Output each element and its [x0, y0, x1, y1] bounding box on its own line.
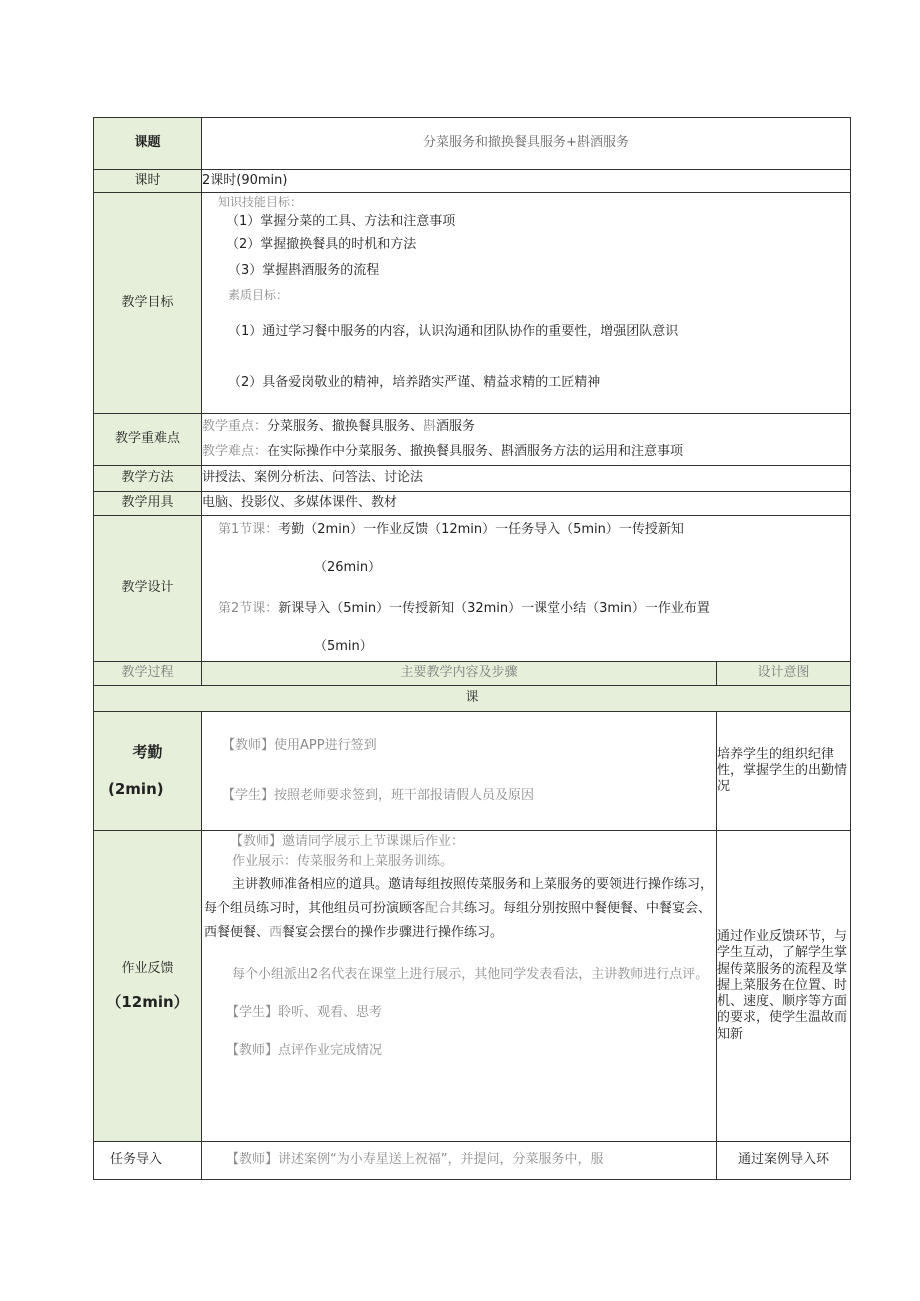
process-row-attendance: [94, 712, 851, 831]
process-row-task-intro: [94, 1142, 851, 1180]
knowledge-heading: 知识技能目标：: [218, 195, 303, 209]
tools-value: 电脑、投影仪、多媒体课件、教材: [202, 492, 851, 516]
process-col-content: 主要教学内容及步骤: [202, 662, 717, 686]
session1-line2: （26min）: [314, 560, 382, 576]
session2-line2: （5min）: [314, 638, 373, 654]
key-content: [202, 414, 851, 466]
task-intro-stage: 任务导入: [94, 1142, 202, 1180]
homework-student-tag: 【学生】: [226, 1004, 279, 1020]
task-intro-content: [202, 1142, 717, 1180]
homework-paragraph-1: 主讲教师准备相应的道具。邀请每组按照传菜服务和上菜服务的要领进行操作练习，每个组员练习时，其他组员可扮演顾客配合其练习。每组分别按照中餐便餐、中餐宴会、西餐便餐、西餐宴会摆台的操作步骤进行操作练习。: [204, 876, 714, 940]
method-value: 讲授法、案例分析法、问答法、讨论法: [202, 466, 851, 492]
row-section: [94, 686, 851, 712]
hours-value: 2课时(90min): [202, 170, 851, 193]
attendance-student-tag: 【学生】: [222, 788, 275, 803]
key-points-end: 酒服务: [436, 419, 476, 435]
key-label: 教学重难点: [94, 414, 202, 466]
task-intro-intent: 通过案例导入环: [717, 1142, 851, 1180]
knowledge-item-2: （2）掌握撤换餐具的时机和方法: [226, 237, 417, 253]
attendance-stage-name: 考勤: [132, 743, 163, 762]
homework-stage-name: 作业反馈: [121, 960, 174, 976]
session2-line1: 新课导入（5min）一传授新知（32min）一课堂小结（3min）一作业布置: [278, 600, 710, 616]
attendance-stage: [94, 712, 202, 831]
homework-content: [202, 831, 717, 1142]
difficult-prefix: 教学难点：: [202, 443, 268, 459]
lesson-title: 分菜服务和撤换餐具服务+斟酒服务: [202, 118, 851, 170]
knowledge-item-1: （1）掌握分菜的工具、方法和注意事项: [226, 214, 456, 229]
row-method: [94, 466, 851, 492]
design-content: [202, 516, 851, 662]
row-key-points: [94, 414, 851, 466]
key-points-prefix: 教学重点：: [202, 419, 268, 435]
homework-stage-time: （12min）: [106, 992, 189, 1011]
attendance-teacher-tag: 【教师】: [222, 737, 275, 753]
quality-item-2: （2）具备爱岗敬业的精神，培养踏实严谨、精益求精的工匠精神: [228, 375, 601, 390]
homework-teacher2-tag: 【教师】: [226, 1042, 279, 1058]
homework-paragraph-2: 每个小组派出2名代表在课堂上进行展示，其他同学发表看法，主讲教师进行点评。: [232, 966, 709, 982]
objectives-content: [202, 193, 851, 414]
attendance-stage-time: (2min): [108, 780, 164, 798]
knowledge-item-3: （3）掌握斟酒服务的流程: [228, 262, 380, 278]
homework-student-text: 聆听、观看、思考: [278, 1004, 383, 1020]
attendance-teacher-text: 使用APP进行签到: [274, 737, 377, 753]
homework-teacher-text: 邀请同学展示上节课课后作业：: [282, 834, 465, 849]
hours-label: 课时: [94, 170, 202, 193]
task-intro-teacher-text: 讲述案例“为小寿星送上祝福”，并提问，分菜服务中，服: [278, 1152, 604, 1168]
homework-show-line: 作业展示：传菜服务和上菜服务训练。: [232, 854, 454, 870]
row-objectives: [94, 193, 851, 414]
row-design: [94, 516, 851, 662]
session2-prefix: 第2节课：: [218, 600, 279, 616]
session1-line1: 考勤（2min）一作业反馈（12min）一任务导入（5min）一传授新知: [278, 522, 684, 537]
attendance-student-text: 按照老师要求签到，班干部报请假人员及原因: [274, 788, 535, 803]
tools-label: 教学用具: [94, 492, 202, 516]
key-points-value: 分菜服务、撤换餐具服务、: [267, 419, 424, 435]
homework-intent: 通过作业反馈环节，与学生互动，了解学生掌握传菜服务的流程及掌握上菜服务在位置、时机、速度、顺序等方面的要求，使学生温故而知新: [717, 831, 851, 1142]
process-col-stage: 教学过程: [94, 662, 202, 686]
section-title: 课: [94, 686, 851, 712]
row-tools: [94, 492, 851, 516]
process-col-intent: 设计意图: [717, 662, 851, 686]
row-process-header: [94, 662, 851, 686]
design-label: 教学设计: [94, 516, 202, 662]
homework-teacher2-text: 点评作业完成情况: [278, 1042, 383, 1058]
session1-prefix: 第1节课：: [218, 522, 279, 537]
difficult-value: 在实际操作中分菜服务、撤换餐具服务、斟酒服务方法的运用和注意事项: [267, 443, 684, 459]
homework-stage: [94, 831, 202, 1142]
process-row-homework: [94, 831, 851, 1142]
task-intro-teacher-tag: 【教师】: [226, 1152, 279, 1168]
attendance-content: [202, 712, 717, 831]
quality-item-1: （1）通过学习餐中服务的内容，认识沟通和团队协作的重要性，增强团队意识: [228, 323, 679, 339]
attendance-intent: 培养学生的组织纪律性，掌握学生的出勤情况: [717, 712, 851, 831]
row-hours: [94, 170, 851, 193]
title-label: 课题: [94, 118, 202, 170]
homework-teacher-tag: 【教师】: [230, 834, 283, 849]
method-label: 教学方法: [94, 466, 202, 492]
lesson-plan-table: [93, 117, 851, 1180]
key-points-tail: 斟: [423, 419, 437, 435]
quality-heading: 素质目标：: [228, 287, 289, 302]
row-title: [94, 118, 851, 170]
objectives-label: 教学目标: [94, 193, 202, 414]
